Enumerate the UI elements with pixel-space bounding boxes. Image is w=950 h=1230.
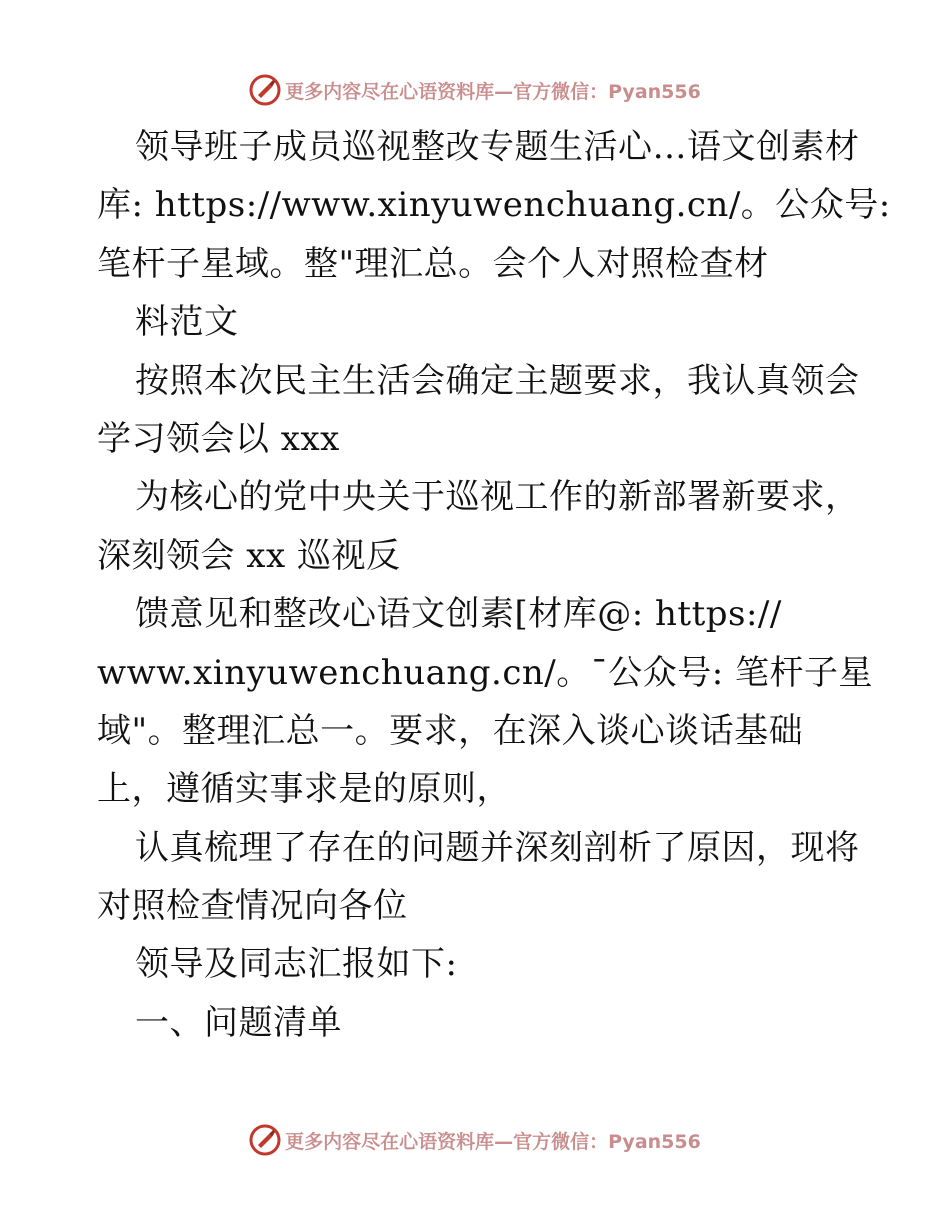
text-line: 领导班子成员巡视整改专题生活心…语文创素材	[135, 127, 860, 167]
document-body	[97, 118, 897, 1052]
text-line: 学习领会以 xxx	[97, 418, 340, 459]
text-line: 料范文	[135, 302, 239, 343]
text-line: 按照本次民主生活会确定主题要求，我认真领会	[135, 360, 860, 401]
footer-watermark	[0, 1120, 950, 1160]
text-line: 库: https://www.xinyuwenchuang.cn/。公众号:	[97, 185, 891, 226]
text-line: www.xinyuwenchuang.cn/。¯公众号: 笔杆子星	[97, 652, 873, 693]
text-line: 上，遵循实事求是的原则，	[97, 769, 511, 810]
red-circle-logo-icon	[249, 74, 281, 106]
text-line: 笔杆子星域。整"理汇总。会个人对照检查材	[97, 243, 769, 284]
red-circle-logo-icon	[249, 1124, 281, 1156]
text-line: 对照检查情况向各位	[97, 886, 408, 927]
section-heading: 一、问题清单	[135, 1002, 342, 1043]
text-line: 领导及同志汇报如下:	[135, 944, 458, 985]
text-line: 为核心的党中央关于巡视工作的新部署新要求，	[135, 477, 860, 518]
text-line: 深刻领会 xx 巡视反	[97, 535, 401, 576]
text-line: 认真梳理了存在的问题并深刻剖析了原因，现将	[135, 827, 860, 868]
watermark-text: 更多内容尽在心语资料库—官方微信：Pyan556	[285, 1130, 701, 1153]
text-line: 馈意见和整改心语文创素[材库@: https://	[135, 594, 782, 635]
text-line: 域"。整理汇总一。要求，在深入谈心谈话基础	[97, 710, 804, 751]
header-watermark	[0, 70, 950, 110]
watermark-text: 更多内容尽在心语资料库—官方微信：Pyan556	[285, 80, 701, 103]
